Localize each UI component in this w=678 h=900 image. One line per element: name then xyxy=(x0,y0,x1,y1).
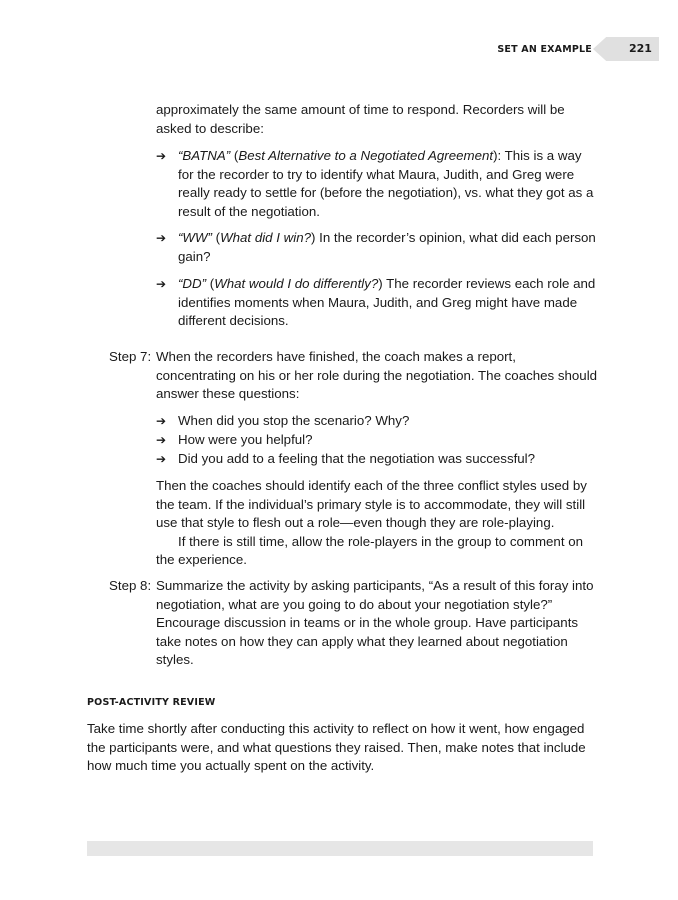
question-item xyxy=(156,412,596,431)
bullet-text xyxy=(178,275,596,331)
question-text: How were you helpful? xyxy=(178,432,313,447)
paren-open: ( xyxy=(211,230,221,245)
step-7 xyxy=(109,348,599,404)
bullet-rest: ) The recorder reviews each role and identifies moments when Maura, Judith, and Greg might have made different decisions. xyxy=(178,276,596,328)
running-head: SET AN EXAMPLE xyxy=(497,44,592,55)
review-paragraph: Take time shortly after conducting this activity to reflect on how it went, how engaged the participants were, and what questions they raised. Then, make notes that include how much time you actually spent on the activity. xyxy=(87,721,586,773)
bullet-text xyxy=(178,147,596,221)
intro-line-2: asked to describe: xyxy=(156,120,264,136)
arrow-icon: ➔ xyxy=(156,231,167,245)
question-item xyxy=(156,431,596,450)
arrow-icon: ➔ xyxy=(156,433,167,447)
question-text: Did you add to a feeling that the negotiation was successful? xyxy=(178,451,536,466)
bullet-expansion: What would I do differently? xyxy=(214,276,379,291)
followup-text: Then the coaches should identify each of the three conflict styles used by the team. If the individual’s primary style is to accommodate, they will still use that style to flesh out a role—even though they are role-playing. xyxy=(156,478,587,530)
question-item xyxy=(156,450,596,469)
arrow-icon: ➔ xyxy=(156,452,167,466)
bullet-rest: ) In the recorder’s opinion, what did each person gain? xyxy=(178,230,596,264)
page-number: 221 xyxy=(629,42,652,55)
section-title: POST-ACTIVITY REVIEW xyxy=(87,697,216,708)
bullet-ww xyxy=(156,229,596,266)
step-text: Summarize the activity by asking participants, “As a result of this foray into negotiation, what are you going to do about your negotiation style?” Encourage discussion in teams or in the whole group. Have participants take notes on how they can apply what they learned about negotiation styles. xyxy=(156,578,594,667)
bullet-term: “BATNA” xyxy=(178,148,231,163)
page-header xyxy=(0,0,678,70)
footer-bar xyxy=(87,841,593,856)
bullet-rest: ): This is a way for the recorder to try to identify what Maura, Judith, and Greg were really ready to settle for (before the negotiation), vs. what they got as a result of the negotiation. xyxy=(178,148,594,219)
step-label: Step 7: xyxy=(109,349,152,364)
arrow-icon: ➔ xyxy=(156,149,167,163)
paren-open: ( xyxy=(206,276,215,291)
bullet-text xyxy=(178,229,596,266)
bullet-dd xyxy=(156,275,596,331)
question-text: When did you stop the scenario? Why? xyxy=(178,413,410,428)
intro-line-1: approximately the same amount of time to respond. Recorders will be xyxy=(156,102,565,117)
step-8 xyxy=(109,577,599,670)
bullet-term: “DD” xyxy=(178,276,207,291)
arrow-icon: ➔ xyxy=(156,277,167,291)
followup-text-2: If there is still time, allow the role-players in the group to comment on the experience. xyxy=(156,533,583,567)
step-label: Step 8: xyxy=(109,578,152,593)
step-text: When the recorders have finished, the coach makes a report, concentrating on his or her role during the negotiation. The coaches should answer these questions: xyxy=(156,349,598,401)
paren-open: ( xyxy=(230,148,239,163)
intro-paragraph xyxy=(156,101,596,138)
coach-followup-paragraph xyxy=(156,477,596,570)
bullet-batna xyxy=(156,147,596,221)
bullet-expansion: What did I win? xyxy=(220,230,311,245)
bullet-term: “WW” xyxy=(178,230,212,245)
bullet-expansion: Best Alternative to a Negotiated Agreement xyxy=(238,148,494,163)
arrow-icon: ➔ xyxy=(156,414,167,428)
